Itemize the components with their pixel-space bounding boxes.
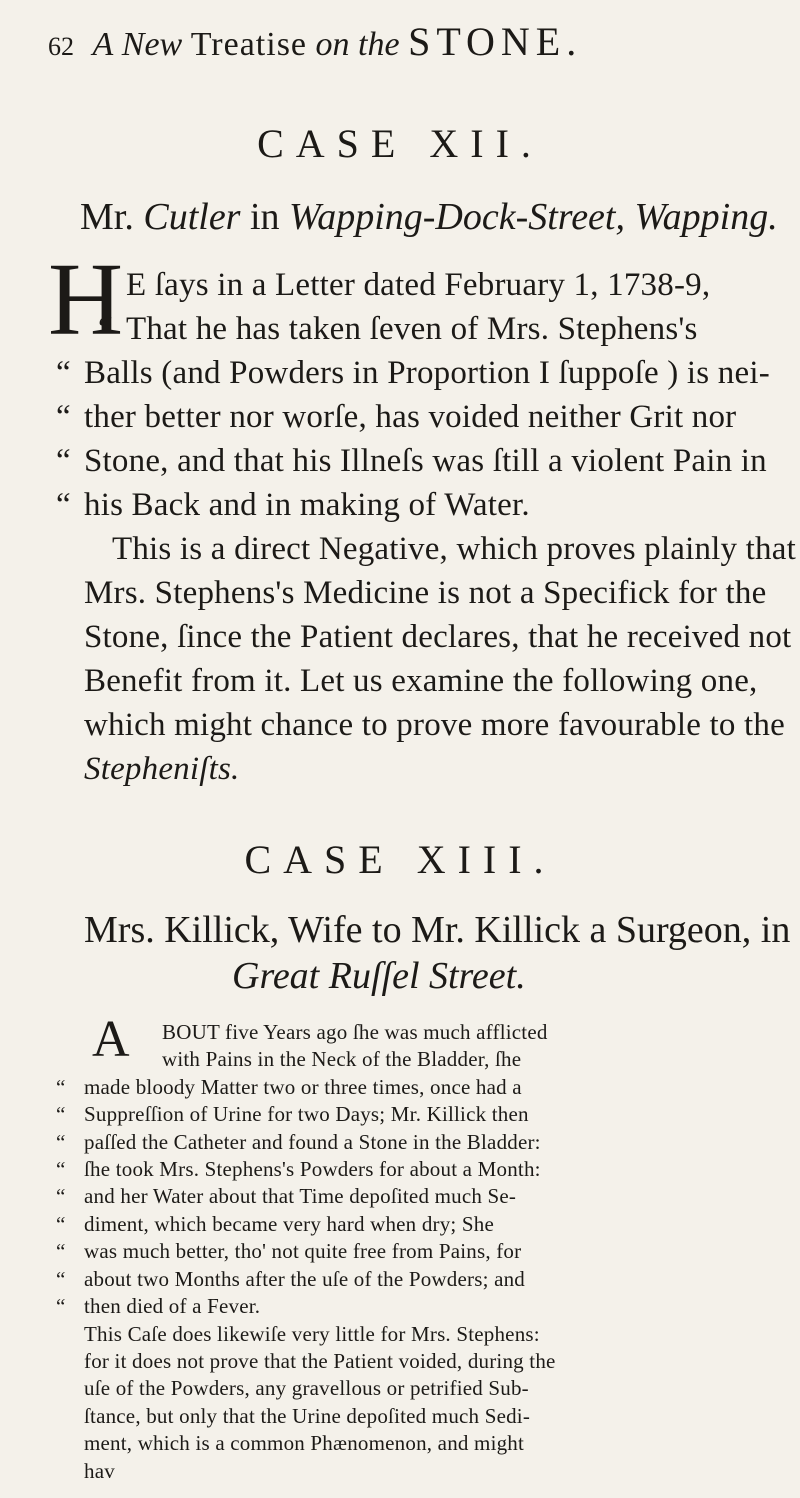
case-12-line: “ his Back and in making of Water. [56, 487, 530, 524]
case-13-line: “ paſſed the Catheter and found a Stone in the Bladder: [56, 1130, 541, 1155]
case-12-line: Mrs. Stephens's Medicine is not a Specifick for the [84, 575, 767, 611]
case-12-subject-name: Cutler [143, 196, 241, 238]
case-13-line: “ Suppreſſion of Urine for two Days; Mr. Killick then [56, 1102, 529, 1127]
case-12-subject-place: Wapping-Dock-Street, Wapping. [289, 196, 778, 238]
case-13-line: ment, which is a common Phænomenon, and might [84, 1431, 525, 1455]
case-13-line: hav [84, 1459, 115, 1483]
case-13-line: ſtance, but only that the Urine depoſited much Sedi- [84, 1404, 531, 1428]
case-12-subject-prefix: Mr. [80, 196, 134, 238]
case-12-line: “ That he has taken ſeven of Mrs. Stephens's [98, 311, 698, 348]
case-13-line: “ was much better, tho' not quite free from Pains, for [56, 1239, 521, 1264]
running-head [48, 18, 582, 65]
case-13-line: “ ſhe took Mrs. Stephens's Powders for about a Month: [56, 1157, 541, 1182]
case-13-line: “ made bloody Matter two or three times, once had a [56, 1075, 522, 1100]
case-12-line: Benefit from it. Let us examine the following one, [84, 663, 758, 699]
case-13-line: “ and her Water about that Time depoſited much Se- [56, 1184, 516, 1209]
case-12-line: “ ther better nor worſe, has voided neither Grit nor [56, 399, 736, 436]
case-13-dropcap: A [92, 1011, 130, 1068]
case-12-dropcap: H [48, 242, 124, 357]
case-12-subject [80, 195, 778, 239]
case-13-line: This Caſe does likewiſe very little for Mrs. Stephens: [84, 1322, 540, 1346]
case-13-line: uſe of the Powders, any gravellous or petrified Sub- [84, 1376, 529, 1400]
case-12-subject-in: in [249, 196, 280, 238]
title-stone: STONE. [408, 19, 583, 64]
case-13-subject-line-1: Mrs. Killick, Wife to Mr. Killick a Surgeon, in [84, 909, 791, 951]
case-13-line: “ then died of a Fever. [56, 1294, 260, 1319]
case-12-line: “ Balls (and Powders in Proportion I ſuppoſe ) is nei- [56, 355, 770, 392]
title-on-the: on the [315, 26, 400, 63]
case-12-line: Stepheniſts. [84, 751, 240, 787]
case-12-line: This is a direct Negative, which proves plainly that [112, 531, 796, 567]
case-13-subject-line-2: Great Ruſſel Street. [232, 955, 526, 997]
title-new: New [121, 26, 183, 63]
case-12-line: which might chance to prove more favourable to the [84, 707, 785, 743]
case-13-line: with Pains in the Neck of the Bladder, ſhe [162, 1047, 522, 1071]
title-treatise: Treatise [190, 26, 308, 63]
case-12-heading: CASE XII. [257, 121, 543, 166]
case-13-line: for it does not prove that the Patient voided, during the [84, 1349, 556, 1373]
case-13-line: “ about two Months after the uſe of the Powders; and [56, 1267, 525, 1292]
case-12-line: E ſays in a Letter dated February 1, 1738-9, [126, 267, 711, 303]
page-number: 62 [48, 32, 74, 61]
case-12-line: “ Stone, and that his Illneſs was ſtill a violent Pain in [56, 443, 767, 480]
case-13-line: BOUT five Years ago ſhe was much afflicted [162, 1020, 548, 1044]
title-article: A [92, 26, 114, 63]
case-13-heading: CASE XIII. [244, 837, 556, 882]
case-13-line: “ diment, which became very hard when dry; She [56, 1212, 494, 1237]
case-12-line: Stone, ſince the Patient declares, that he received not [84, 619, 792, 655]
